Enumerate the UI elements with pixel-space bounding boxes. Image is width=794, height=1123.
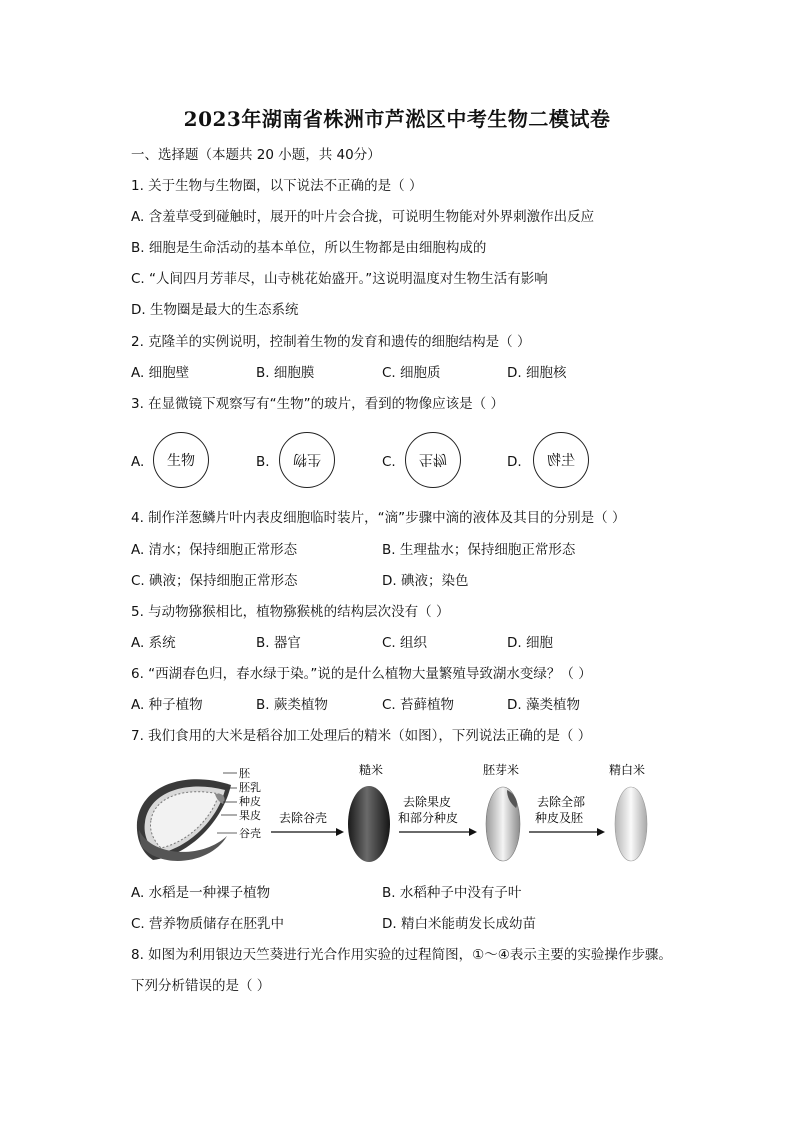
- q7-option-a[interactable]: A. 水稻是一种裸子植物: [131, 885, 271, 901]
- q7-stem: 7. 我们食用的大米是稻谷加工处理后的精米（如图），下列说法正确的是（ ）: [131, 728, 592, 744]
- q3-option-c-image[interactable]: [405, 432, 461, 488]
- q3-option-b-label[interactable]: B.: [256, 454, 270, 470]
- label-guke: 谷壳: [239, 827, 261, 840]
- q3-option-d-label[interactable]: D.: [507, 454, 522, 470]
- q3-option-d-text: 生物: [547, 453, 575, 469]
- arrow1-head: [336, 828, 344, 836]
- arrow3-head: [597, 828, 605, 836]
- arrow2-label-2: 和部分种皮: [398, 811, 459, 825]
- rice-grain-diagram: [137, 779, 231, 861]
- arrow2-label-1: 去除果皮: [403, 795, 452, 809]
- rice1-label: 糙米: [359, 763, 384, 777]
- arrow3-label-1: 去除全部: [537, 795, 586, 809]
- arrow3-label-2: 种皮及胚: [535, 811, 584, 825]
- q4-option-c[interactable]: C. 碘液；保持细胞正常形态: [131, 573, 298, 589]
- q3-option-a-text: 生物: [167, 453, 195, 469]
- q3-option-a-label[interactable]: A.: [131, 454, 145, 470]
- q3-option-d-image[interactable]: [533, 432, 589, 488]
- brown-rice-grain: [348, 786, 390, 862]
- q6-option-d[interactable]: D. 藻类植物: [507, 697, 580, 713]
- q7-option-c[interactable]: C. 营养物质储存在胚乳中: [131, 916, 285, 932]
- q7-option-b[interactable]: B. 水稻种子中没有子叶: [382, 885, 522, 901]
- label-pei: 胚: [239, 767, 250, 780]
- q6-option-c[interactable]: C. 苔藓植物: [382, 697, 455, 713]
- q3-option-c-label[interactable]: C.: [382, 454, 396, 470]
- q2-option-d[interactable]: D. 细胞核: [507, 365, 567, 381]
- q2-option-c[interactable]: C. 细胞质: [382, 365, 441, 381]
- q4-option-a[interactable]: A. 清水；保持细胞正常形态: [131, 542, 298, 558]
- rice3-label: 精白米: [609, 763, 646, 777]
- rice2-label: 胚芽米: [483, 763, 520, 777]
- label-guopi: 果皮: [239, 809, 261, 822]
- q2-stem: 2. 克隆羊的实例说明，控制着生物的发育和遗传的细胞结构是（ ）: [131, 334, 531, 350]
- q4-option-b[interactable]: B. 生理盐水；保持细胞正常形态: [382, 542, 576, 558]
- q5-option-a[interactable]: A. 系统: [131, 635, 176, 651]
- q4-option-d[interactable]: D. 碘液；染色: [382, 573, 469, 589]
- arrow1-label: 去除谷壳: [279, 811, 328, 825]
- q3-option-a-image[interactable]: [153, 432, 209, 488]
- q5-option-d[interactable]: D. 细胞: [507, 635, 553, 651]
- q6-stem: 6. “西湖春色归，春水绿于染。”说的是什么植物大量繁殖导致湖水变绿？（ ）: [131, 666, 592, 682]
- q2-option-b[interactable]: B. 细胞膜: [256, 365, 315, 381]
- q1-option-a[interactable]: A. 含羞草受到碰触时，展开的叶片会合拢，可说明生物能对外界刺激作出反应: [131, 209, 595, 225]
- white-rice-grain: [615, 787, 647, 861]
- q6-option-a[interactable]: A. 种子植物: [131, 697, 203, 713]
- section-heading: 一、选择题（本题共 20 小题，共 40分）: [131, 147, 381, 163]
- q8-stem-line2: 下列分析错误的是（ ）: [131, 978, 271, 994]
- q5-stem: 5. 与动物猕猴相比，植物猕猴桃的结构层次没有（ ）: [131, 604, 450, 620]
- q4-stem: 4. 制作洋葱鳞片叶内表皮细胞临时装片，“滴”步骤中滴的液体及其目的分别是（ ）: [131, 510, 626, 526]
- rice-processing-figure: [131, 760, 661, 870]
- q7-option-d[interactable]: D. 精白米能萌发长成幼苗: [382, 916, 536, 932]
- q1-option-b[interactable]: B. 细胞是生命活动的基本单位，所以生物都是由细胞构成的: [131, 240, 487, 256]
- q5-option-b[interactable]: B. 器官: [256, 635, 301, 651]
- q8-stem: 8. 如图为利用银边天竺葵进行光合作用实验的过程简图，①～④表示主要的实验操作步骤。: [131, 947, 672, 963]
- q3-option-b-image[interactable]: [279, 432, 335, 488]
- label-zhongpi: 种皮: [239, 795, 261, 808]
- label-peiru: 胚乳: [239, 781, 261, 794]
- q3-stem: 3. 在显微镜下观察写有“生物”的玻片，看到的物像应该是（ ）: [131, 396, 504, 412]
- page-title: 2023年湖南省株洲市芦淞区中考生物二模试卷: [183, 107, 611, 131]
- q5-option-c[interactable]: C. 组织: [382, 635, 428, 651]
- q2-option-a[interactable]: A. 细胞壁: [131, 365, 190, 381]
- q1-option-d[interactable]: D. 生物圈是最大的生态系统: [131, 302, 299, 318]
- q1-stem: 1. 关于生物与生物圈，以下说法不正确的是（ ）: [131, 178, 423, 194]
- q6-option-b[interactable]: B. 蕨类植物: [256, 697, 328, 713]
- q1-option-c[interactable]: C. “人间四月芳菲尽，山寺桃花始盛开。”这说明温度对生物生活有影响: [131, 271, 548, 287]
- q3-option-b-text: 生物: [293, 451, 321, 467]
- arrow2-head: [469, 828, 477, 836]
- q3-option-c-text: 生物: [419, 451, 447, 467]
